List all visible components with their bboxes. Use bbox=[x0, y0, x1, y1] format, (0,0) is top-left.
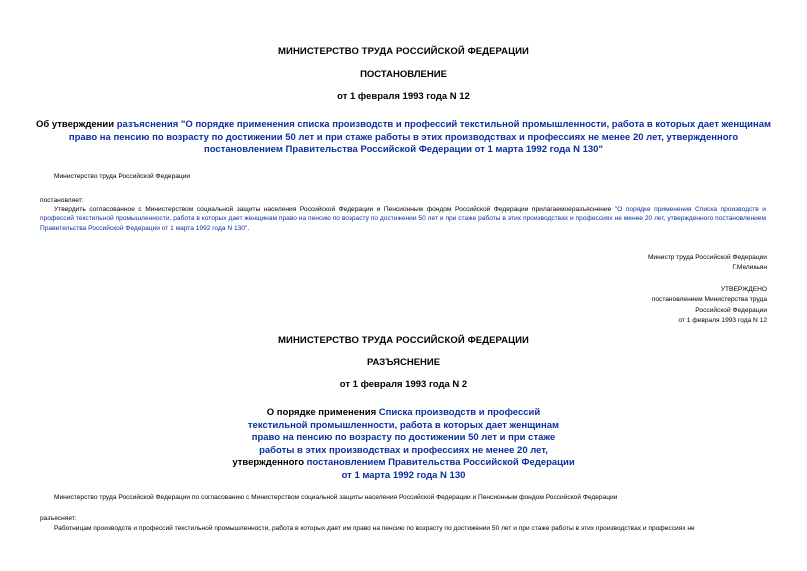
doc-type-heading: ПОСТАНОВЛЕНИЕ bbox=[360, 69, 447, 80]
resolution-link[interactable]: "О порядке применения Списка производств и профессий текстильной промышленности, работа в которых дает женщинам право на пенсию по возрасту по достижении 50 лет и при стаже работы в этих производствах и профессиях не менее 20 лет, утвержденного постановлением Правительства Российской Федерации от 1 марта 1992 года N 130" bbox=[40, 206, 766, 232]
title2-line-6[interactable]: от 1 марта 1992 года N 130 bbox=[341, 469, 466, 481]
resolves-text: постановляет: bbox=[40, 197, 84, 204]
ministry-heading-2: МИНИСТЕРСТВО ТРУДА РОССИЙСКОЙ ФЕДЕРАЦИИ bbox=[278, 335, 529, 346]
document-title bbox=[30, 119, 777, 157]
title2-line-5-link[interactable]: постановлением Правительства Российской Федерации bbox=[306, 457, 575, 468]
title-link[interactable]: разъяснения "О порядке применения списка производств и профессий текстильной промышленности, работа в которых дает женщинам право на пенсию по возрасту по достижении 50 лет и при стаже работы в этих производствах и профессиях не менее 20 лет, утвержденного постановлением Правительства Российской Федерации от 1 марта 1992 года N 130" bbox=[68, 119, 772, 155]
approval-block bbox=[652, 285, 767, 326]
resolution-suffix: . bbox=[247, 224, 250, 232]
title2-line-1-prefix: О порядке применения bbox=[266, 407, 379, 418]
title2-line-3[interactable]: право на пенсию по возрасту по достижении 50 лет и при стаже bbox=[251, 432, 556, 443]
document-title-2 bbox=[0, 407, 807, 482]
doc-date-line-2: от 1 февраля 1993 года N 2 bbox=[339, 379, 468, 390]
signer-name: Г.Меликьян bbox=[732, 264, 767, 272]
signature-block bbox=[648, 253, 767, 274]
explains-text: разъясняет: bbox=[40, 515, 77, 522]
resolution-prefix: Утвердить согласованное с Министерством социальной защиты населения Российской Федерации и Пенсионным фондом Российской Федерации прилагаемоеразъяснение bbox=[54, 206, 615, 213]
title-prefix: Об утверждении bbox=[35, 119, 117, 130]
approval-line-2: постановлением Министерства труда bbox=[651, 296, 767, 304]
approval-line-1: УТВЕРЖДЕНО bbox=[720, 286, 767, 293]
approval-line-3: Российской Федерации bbox=[695, 306, 767, 314]
title2-line-4[interactable]: работы в этих производствах и профессиях не менее 20 лет, bbox=[259, 444, 548, 456]
title2-line-5 bbox=[0, 457, 807, 470]
issuer-text: Министерство труда Российской Федерации bbox=[54, 173, 191, 180]
ministry-heading: МИНИСТЕРСТВО ТРУДА РОССИЙСКОЙ ФЕДЕРАЦИИ bbox=[278, 46, 529, 57]
title2-line-1-link[interactable]: Списка производств и профессий bbox=[378, 407, 541, 418]
title2-line-2[interactable]: текстильной промышленности, работа в которых дает женщинам bbox=[247, 419, 560, 431]
explanation-paragraph: Работницам производств и профессий текстильной промышленности, работа в которых дает им право на пенсию по возрасту по достижении 50 лет и при стаже работы в этих производствах и профессиях не bbox=[54, 525, 695, 532]
signer-title: Министр труда Российской Федерации bbox=[647, 254, 767, 261]
approval-line-4: от 1 февраля 1993 года N 12 bbox=[678, 316, 767, 324]
doc-type-heading-2: РАЗЪЯСНЕНИЕ bbox=[366, 357, 441, 368]
title2-line-1 bbox=[0, 407, 807, 420]
intro-text: Министерство труда Российской Федерации по согласованию с Министерством социальной защиты населения Российской Федерации и Пенсионным фондом Российской Федерации bbox=[54, 494, 618, 501]
title2-line-5-prefix: утвержденного bbox=[232, 457, 307, 468]
doc-date-line: от 1 февраля 1993 года N 12 bbox=[337, 91, 470, 102]
resolution-paragraph bbox=[40, 205, 766, 233]
